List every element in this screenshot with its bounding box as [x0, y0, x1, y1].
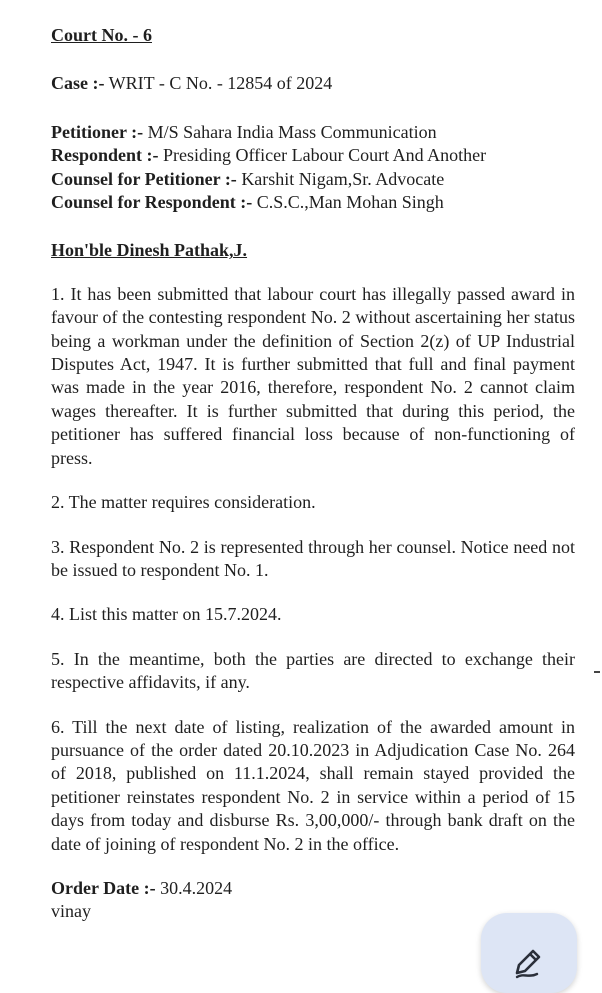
page-edge-mark: [594, 671, 600, 673]
petitioner-label: Petitioner :-: [51, 121, 144, 142]
edit-button[interactable]: [481, 913, 577, 993]
petitioner-line: [51, 121, 575, 144]
order-document: [51, 24, 575, 924]
case-label: Case :-: [51, 73, 105, 94]
edit-pencil-icon: [511, 943, 547, 979]
respondent-label: Respondent :-: [51, 145, 159, 166]
paragraph-4: 4. List this matter on 15.7.2024.: [51, 604, 282, 625]
respondent-line: [51, 144, 575, 167]
order-date-line: [51, 877, 575, 900]
judge-name: Hon'ble Dinesh Pathak,J.: [51, 240, 248, 261]
counsel-respondent-label: Counsel for Respondent :-: [51, 192, 253, 213]
signature: vinay: [51, 901, 91, 922]
respondent-value: Presiding Officer Labour Court And Another: [158, 145, 487, 166]
paragraph-1: 1. It has been submitted that labour court has illegally passed award in favour of the contesting respondent No. 2 without ascertaining her status being a workman under the definition of Section 2(z) of UP Industrial Disputes Act, 1947. It is further submitted that full and final payment was made in the year 2016, therefore, respondent No. 2 cannot claim wages thereafter. It is further submitted that during this period, the petitioner has suffered financial loss because of non-functioning of press.: [51, 283, 575, 468]
paragraph-6: 6. Till the next date of listing, realization of the awarded amount in pursuance of the order dated 20.10.2023 in Adjudication Case No. 264 of 2018, published on 11.1.2024, shall remain stayed provided the petitioner reinstates respondent No. 2 in service within a period of 15 days from today and disburse Rs. 3,00,000/- through bank draft on the date of joining of respondent No. 2 in the office.: [51, 716, 575, 854]
petitioner-value: M/S Sahara India Mass Communication: [143, 121, 437, 142]
court-number: Court No. - 6: [51, 25, 152, 45]
counsel-petitioner-line: [51, 168, 575, 191]
case-line: [51, 72, 575, 95]
counsel-petitioner-label: Counsel for Petitioner :-: [51, 168, 237, 189]
counsel-petitioner-value: Karshit Nigam,Sr. Advocate: [236, 168, 445, 189]
parties-block: [51, 121, 575, 215]
paragraph-2: 2. The matter requires consideration.: [51, 492, 316, 513]
paragraph-5: 5. In the meantime, both the parties are directed to exchange their respective affidavits, if any.: [51, 648, 575, 693]
order-date-label: Order Date :-: [51, 877, 156, 898]
counsel-respondent-line: [51, 191, 575, 214]
order-date-value: 30.4.2024: [155, 877, 233, 898]
case-value: WRIT - C No. - 12854 of 2024: [104, 73, 333, 94]
paragraph-3: 3. Respondent No. 2 is represented through her counsel. Notice need not be issued to respondent No. 1.: [51, 536, 575, 580]
counsel-respondent-value: C.S.C.,Man Mohan Singh: [252, 192, 444, 213]
